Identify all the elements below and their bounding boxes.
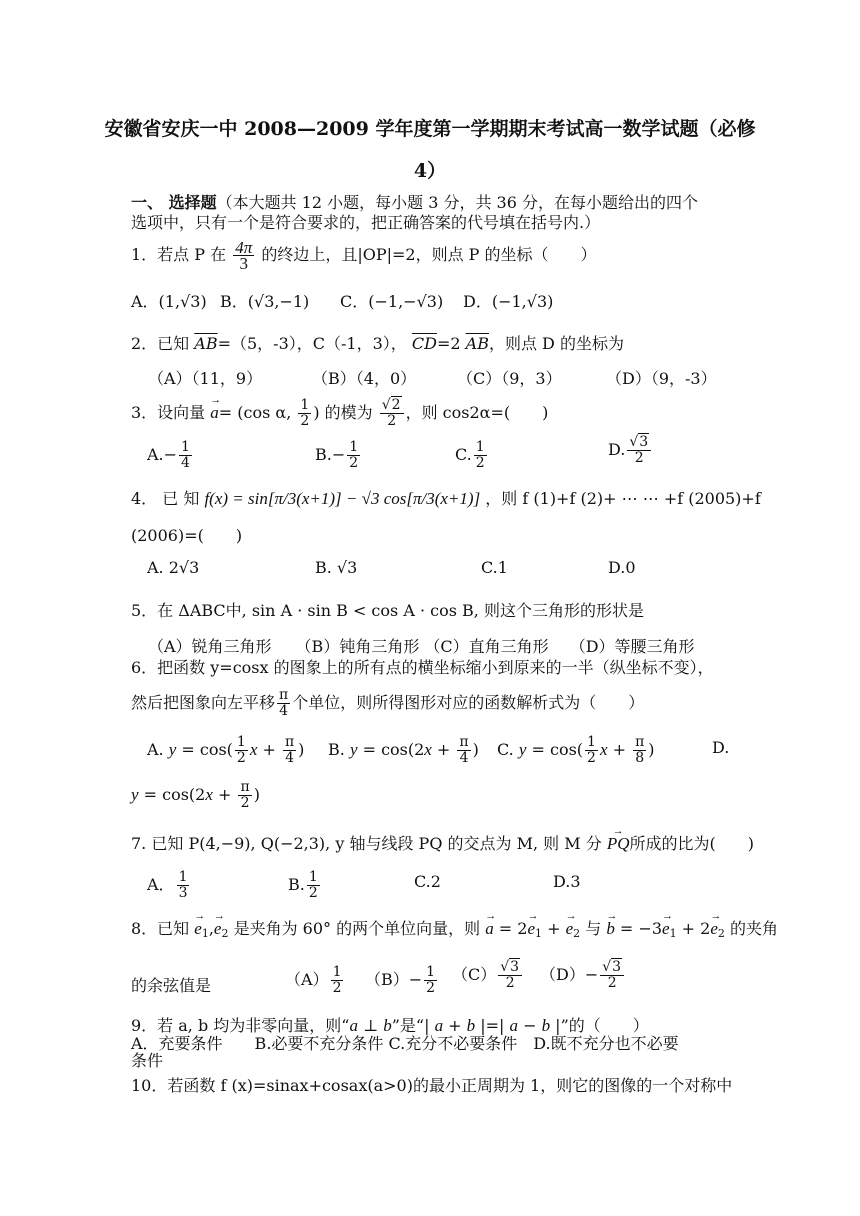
q8-option-d: （D）− $\frac{√3}{2}$ bbox=[540, 960, 626, 991]
q2-text: 2．已知 bbox=[131, 334, 190, 353]
q6-option-a: A. y = cos( $\frac{1}{2}$ x + $\frac{\pi}{4}$ ) bbox=[147, 734, 305, 766]
q4-text: 4． 已 知 bbox=[131, 489, 200, 508]
question-1 bbox=[131, 240, 731, 271]
q6-text-2: 个单位，则所得图形对应的函数解析式为（ ） bbox=[292, 693, 645, 712]
q1-text-2: 的终边上，且|OP|=2，则点 P 的坐标（ ） bbox=[261, 245, 597, 264]
q4-option-b: B. √3 bbox=[315, 558, 358, 577]
vector-ab-2: $\overline{AB}$ bbox=[465, 334, 489, 353]
exam-title: 安徽省安庆一中 2008—2009 学年度第一学期期末考试高一数学试题（必修 bbox=[104, 118, 756, 140]
q3-option-d: D. $\frac{√3}{2}$ bbox=[608, 435, 653, 466]
q6-option-b: B. y = cos(2x + $\frac{\pi}{4}$ ) bbox=[328, 734, 479, 766]
q6-option-c: C. y = cos( $\frac{1}{2}$ x + $\frac{\pi}{8}$ ) bbox=[497, 734, 655, 766]
question-8: 8．已知 → $e_1,\to e_2$ 是夹角为 60° 的两个单位向量，则 → $a = 2\to e_1$ + → $e_2$ 与 → $b = -3\to e_1 + 2\to e_2$ 的夹角 bbox=[131, 918, 731, 945]
section-label: 一、 选择题 bbox=[131, 193, 217, 212]
q6-text: 然后把图象向左平移 bbox=[131, 693, 276, 712]
q2-option-b: （B）（4，0） bbox=[312, 369, 417, 388]
q8-text-4: 的夹角 bbox=[729, 919, 778, 938]
q9-options: A．充要条件 B.必要不充分条件 C.充分不必要条件 D.既不充分也不必要 bbox=[131, 1034, 679, 1053]
q3-text-3: ) 的模为 bbox=[313, 403, 373, 422]
q2-option-a: （A）（11，9） bbox=[148, 369, 263, 388]
q1-option-d: D．(−1,√3) bbox=[463, 292, 554, 311]
q8-line-2: 的余弦值是 bbox=[131, 976, 212, 995]
question-9: 9．若 a, b 均为非零向量，则“a ⊥ b”是“| a + b |=| a − b |”的（ ） bbox=[131, 1016, 649, 1035]
q7-option-c: C.2 bbox=[414, 872, 441, 891]
q3-text-4: ，则 cos2α=( ) bbox=[405, 403, 549, 422]
q2-option-d: （D）（9，-3） bbox=[606, 369, 717, 388]
q4-option-d: D.0 bbox=[608, 558, 636, 577]
q2-text-2: =（5，-3），C（-1，3）， bbox=[217, 334, 407, 353]
q4-line-2: (2006)=( ) bbox=[131, 526, 243, 545]
section-desc-2: 选项中，只有一个是符合要求的，把正确答案的代号填在括号内.） bbox=[131, 213, 601, 232]
q6-line-2 bbox=[131, 688, 731, 719]
q3-text-2: = (cos α, bbox=[218, 403, 292, 422]
question-10: 10．若函数 f (x)=sinax+cosax(a>0)的最小正周期为 1，则它的图像的一个对称中 bbox=[131, 1076, 733, 1095]
q4-option-c: C.1 bbox=[481, 558, 508, 577]
question-4 bbox=[131, 488, 761, 510]
q7-option-b: B. $\frac{1}{2}$ bbox=[288, 869, 318, 901]
q6-option-d-expr: y = cos(2x + $\frac{\pi}{2}$ ) bbox=[131, 779, 260, 811]
q8-option-b: （B）− $\frac{1}{2}$ bbox=[365, 964, 436, 996]
q6-fraction: $\frac{\pi}{4}$ bbox=[279, 687, 289, 719]
q8-text-2: 是夹角为 60° 的两个单位向量，则 bbox=[233, 919, 481, 938]
section-header bbox=[131, 192, 731, 214]
q3-modulus: $\frac{√2}{2}$ bbox=[380, 398, 404, 429]
q3-text: 3．设向量 bbox=[131, 403, 206, 422]
q5-options: （A）锐角三角形 （B）钝角三角形 （C）直角三角形 （D）等腰三角形 bbox=[148, 637, 695, 656]
question-6: 6．把函数 y=cosx 的图象上的所有点的横坐标缩小到原来的一半（纵坐标不变）， bbox=[131, 658, 714, 677]
q3-option-a: A.− $\frac{1}{4}$ bbox=[147, 439, 190, 471]
q6-option-d: D. bbox=[712, 738, 730, 757]
vector-cd: $\overline{CD}$ bbox=[411, 334, 437, 353]
q4-text-2: ，则 f (1)+f (2)+ ⋯ ⋯ +f (2005)+f bbox=[485, 489, 761, 508]
vector-pq: → PQ bbox=[607, 833, 630, 855]
q8-option-c: （C） $\frac{√3}{2}$ bbox=[452, 960, 524, 991]
q8-option-a: （A） $\frac{1}{2}$ bbox=[285, 964, 342, 996]
q8-text-3: 与 bbox=[585, 919, 602, 938]
q9-text: 9．若 a, b 均为非零向量，则“ bbox=[131, 1016, 350, 1035]
q2-option-c: （C）（9，3） bbox=[457, 369, 562, 388]
question-3 bbox=[131, 398, 731, 429]
question-5: 5．在 ΔABC中, sin A · sin B < cos A · cos B, 则这个三角形的形状是 bbox=[131, 601, 644, 620]
q3-half: $\frac{1}{2}$ bbox=[300, 397, 310, 429]
q9-text-3: ”的（ ） bbox=[560, 1016, 649, 1035]
q7-text-2: 所成的比为( ) bbox=[629, 834, 754, 853]
question-7 bbox=[131, 833, 754, 855]
q2-text-4: ，则点 D 的坐标为 bbox=[488, 334, 624, 353]
q1-text: 1．若点 P 在 bbox=[131, 245, 227, 264]
section-desc: （本大题共 12 小题，每小题 3 分，共 36 分，在每小题给出的四个 bbox=[216, 193, 698, 212]
q1-fraction: $\frac{4\pi}{3}$ bbox=[235, 238, 253, 273]
q9-text-2: ”是“ bbox=[391, 1016, 425, 1035]
q1-option-b: B．(√3,−1) bbox=[220, 292, 310, 311]
vector-a: → a bbox=[210, 402, 219, 424]
q7-option-d: D.3 bbox=[553, 872, 581, 891]
q1-option-a: A．(1,√3) bbox=[131, 292, 207, 311]
q3-option-c: C. $\frac{1}{2}$ bbox=[455, 439, 485, 471]
q9-options-cont: 条件 bbox=[131, 1051, 164, 1070]
q7-text: 7. 已知 P(4,−9), Q(−2,3), y 轴与线段 PQ 的交点为 M, 则 M 分 bbox=[131, 834, 602, 853]
q4-option-a: A. 2√3 bbox=[147, 558, 200, 577]
q1-option-c: C．(−1,−√3) bbox=[340, 292, 444, 311]
exam-title-cont: 4） bbox=[413, 160, 447, 182]
q7-option-a: A． $\frac{1}{3}$ bbox=[147, 869, 188, 901]
q3-option-b: B.− $\frac{1}{2}$ bbox=[315, 439, 359, 471]
vector-ab: $\overline{AB}$ bbox=[194, 334, 218, 353]
q2-text-3: =2 bbox=[436, 334, 461, 353]
q4-expression: f(x) = sin[π/3(x+1)] − √3 cos[π/3(x+1)] bbox=[204, 489, 481, 508]
question-2 bbox=[131, 333, 731, 355]
q8-text: 8．已知 bbox=[131, 919, 190, 938]
